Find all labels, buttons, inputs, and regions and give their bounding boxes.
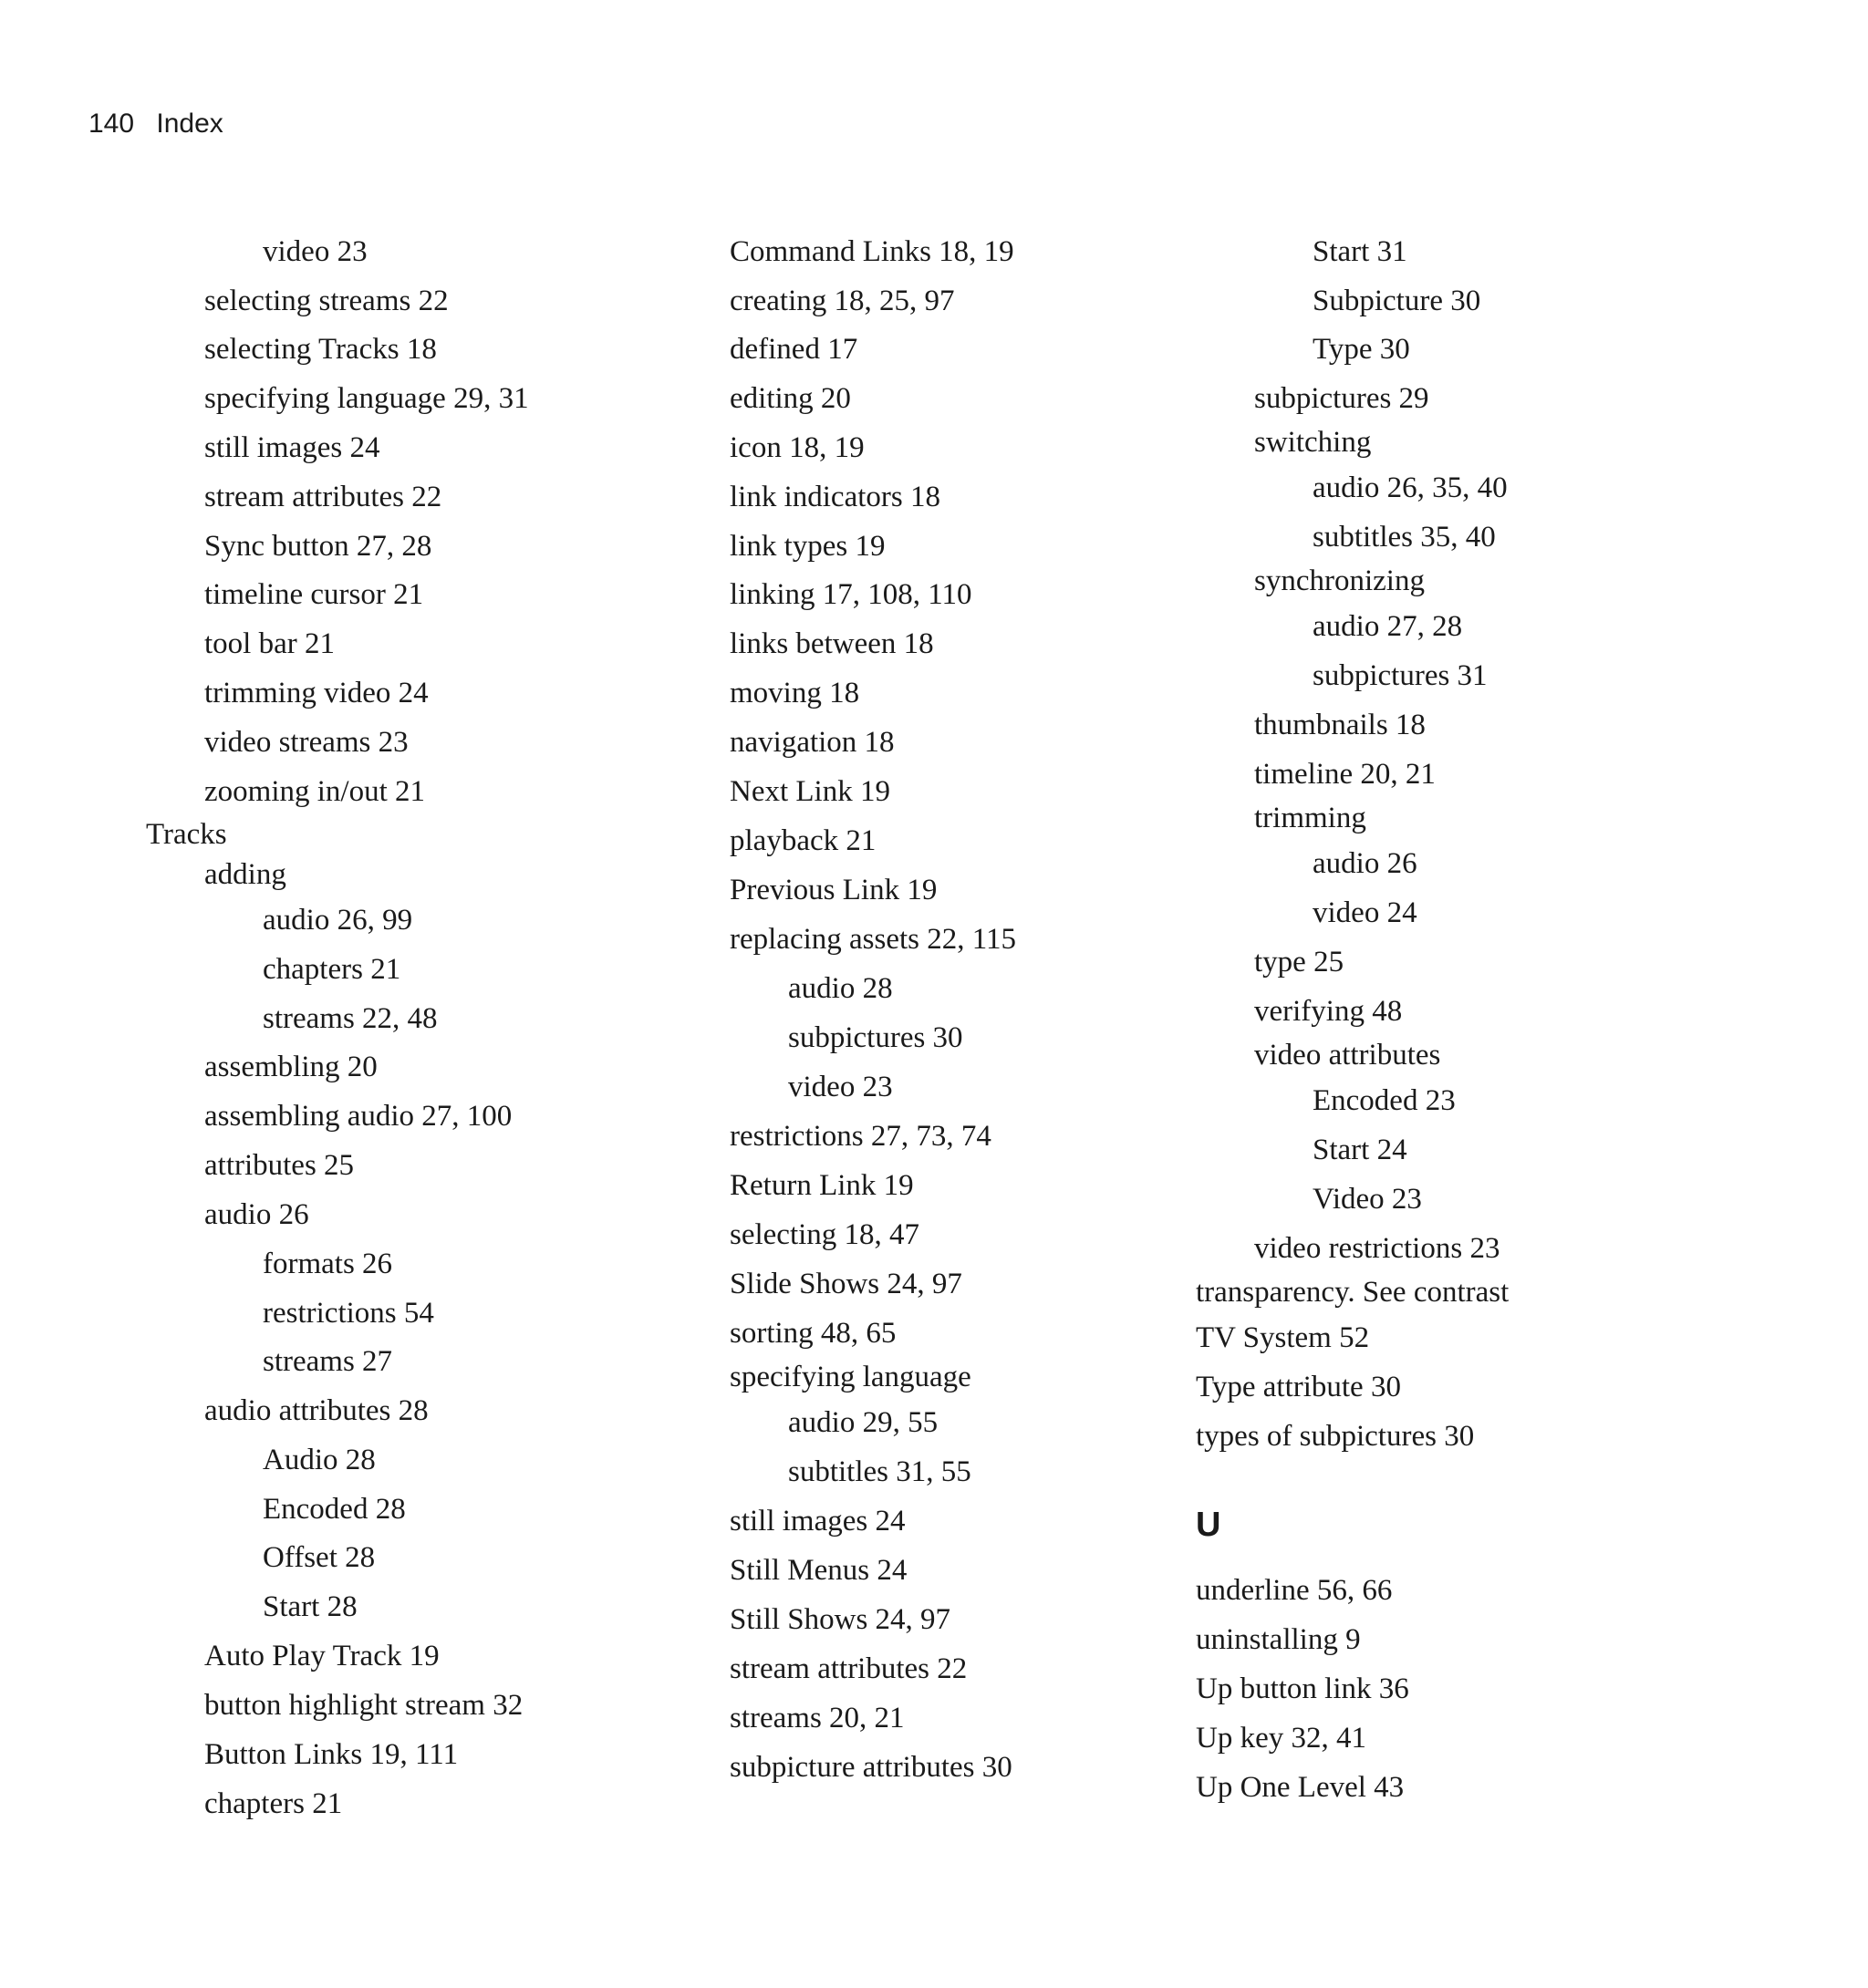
index-subentry: selecting Tracks 18 xyxy=(204,333,437,366)
index-subentry: audio 26 xyxy=(204,1198,309,1231)
index-subentry: Sync button 27, 28 xyxy=(204,530,432,563)
index-subentry: switching xyxy=(1254,426,1372,459)
index-entry: link indicators 18 xyxy=(730,481,940,513)
index-subentry: specifying language 29, 31 xyxy=(204,382,529,415)
index-subentry: Auto Play Track 19 xyxy=(204,1640,440,1672)
index-entry: Type attribute 30 xyxy=(1196,1371,1401,1403)
index-subentry: attributes 25 xyxy=(204,1149,355,1182)
index-entry: transparency. See contrast xyxy=(1196,1276,1510,1309)
index-entry: Tracks xyxy=(146,818,227,851)
index-subentry: audio 28 xyxy=(788,972,893,1005)
index-subsubentry: audio 26 xyxy=(1313,847,1417,880)
index-entry: links between 18 xyxy=(730,627,934,660)
index-subentry: video 23 xyxy=(788,1071,893,1103)
index-subsubentry: Encoded 28 xyxy=(263,1493,406,1526)
index-entry: navigation 18 xyxy=(730,726,895,759)
index-subentry: video streams 23 xyxy=(204,726,409,759)
index-entry: link types 19 xyxy=(730,530,886,563)
index-subentry: Button Links 19, 111 xyxy=(204,1738,459,1771)
index-entry: Up One Level 43 xyxy=(1196,1771,1405,1804)
index-subsubentry: Start 28 xyxy=(263,1590,358,1623)
index-subsubentry: audio 26, 99 xyxy=(263,904,413,937)
index-subentry: zooming in/out 21 xyxy=(204,775,425,808)
index-entry: creating 18, 25, 97 xyxy=(730,285,955,317)
index-subentry: assembling 20 xyxy=(204,1051,378,1083)
index-subsubentry: formats 26 xyxy=(263,1248,393,1280)
index-subentry: timeline 20, 21 xyxy=(1254,758,1436,791)
index-subentry: tool bar 21 xyxy=(204,627,335,660)
index-subentry: timeline cursor 21 xyxy=(204,578,424,611)
index-entry: Still Shows 24, 97 xyxy=(730,1603,951,1636)
index-subsubentry: audio 26, 35, 40 xyxy=(1313,471,1508,504)
index-subsubentry: subpictures 31 xyxy=(1313,659,1488,692)
index-subentry: verifying 48 xyxy=(1254,995,1403,1028)
index-entry: playback 21 xyxy=(730,824,877,857)
index-entry: streams 20, 21 xyxy=(730,1702,905,1734)
index-entry: sorting 48, 65 xyxy=(730,1317,897,1350)
index-entry: uninstalling 9 xyxy=(1196,1623,1361,1656)
index-subsubentry: Video 23 xyxy=(1313,1183,1422,1216)
index-entry: restrictions 27, 73, 74 xyxy=(730,1120,991,1153)
index-subentry: thumbnails 18 xyxy=(1254,709,1426,741)
index-entry: editing 20 xyxy=(730,382,851,415)
index-subentry: subpictures 29 xyxy=(1254,382,1429,415)
index-entry: types of subpictures 30 xyxy=(1196,1420,1475,1453)
index-entry: selecting 18, 47 xyxy=(730,1218,920,1251)
index-subsubentry: restrictions 54 xyxy=(263,1297,434,1330)
index-subentry: stream attributes 22 xyxy=(204,481,442,513)
index-subsubentry: Type 30 xyxy=(1313,333,1410,366)
index-subentry: synchronizing xyxy=(1254,564,1425,597)
index-subsubentry: Subpicture 30 xyxy=(1313,285,1481,317)
index-entry: TV System 52 xyxy=(1196,1321,1370,1354)
index-subsubentry: Start 24 xyxy=(1313,1134,1407,1166)
index-entry: Command Links 18, 19 xyxy=(730,235,1014,268)
index-subentry: still images 24 xyxy=(204,431,380,464)
index-entry: Next Link 19 xyxy=(730,775,890,808)
index-subentry: subtitles 31, 55 xyxy=(788,1455,971,1488)
running-head-title: Index xyxy=(156,109,223,139)
index-entry: specifying language xyxy=(730,1361,971,1393)
index-subentry: adding xyxy=(204,858,286,891)
index-subsubentry: streams 22, 48 xyxy=(263,1002,438,1035)
index-entry: defined 17 xyxy=(730,333,858,366)
index-entry: linking 17, 108, 110 xyxy=(730,578,972,611)
index-entry: icon 18, 19 xyxy=(730,431,865,464)
index-entry: Up button link 36 xyxy=(1196,1672,1409,1705)
index-entry: still images 24 xyxy=(730,1505,906,1538)
index-subentry: audio attributes 28 xyxy=(204,1394,429,1427)
section-letter-heading: U xyxy=(1196,1506,1221,1544)
page-header xyxy=(88,106,223,142)
index-subsubentry: video 24 xyxy=(1313,896,1417,929)
index-entry: subpicture attributes 30 xyxy=(730,1751,1012,1784)
index-subsubentry: Encoded 23 xyxy=(1313,1084,1456,1117)
index-entry: Up key 32, 41 xyxy=(1196,1722,1366,1755)
index-subentry: trimming xyxy=(1254,802,1366,834)
index-subentry: subpictures 30 xyxy=(788,1021,963,1054)
index-entry: Previous Link 19 xyxy=(730,874,938,906)
index-subentry: button highlight stream 32 xyxy=(204,1689,524,1722)
index-subentry: type 25 xyxy=(1254,946,1344,978)
index-entry: moving 18 xyxy=(730,677,860,709)
index-subsubentry: video 23 xyxy=(263,235,368,268)
page-number: 140 xyxy=(88,109,135,139)
index-subsubentry: chapters 21 xyxy=(263,953,401,986)
index-subentry: selecting streams 22 xyxy=(204,285,449,317)
index-subsubentry: audio 27, 28 xyxy=(1313,610,1463,643)
index-subentry: trimming video 24 xyxy=(204,677,429,709)
index-subentry: video attributes xyxy=(1254,1039,1441,1072)
index-subentry: chapters 21 xyxy=(204,1787,343,1820)
index-entry: Still Menus 24 xyxy=(730,1554,908,1587)
index-entry: replacing assets 22, 115 xyxy=(730,923,1017,956)
index-subsubentry: Audio 28 xyxy=(263,1444,376,1476)
index-entry: underline 56, 66 xyxy=(1196,1574,1393,1607)
index-subsubentry: Offset 28 xyxy=(263,1541,376,1574)
index-subsubentry: Start 31 xyxy=(1313,235,1407,268)
index-entry: Slide Shows 24, 97 xyxy=(730,1268,962,1300)
index-subentry: video restrictions 23 xyxy=(1254,1232,1500,1265)
index-entry: stream attributes 22 xyxy=(730,1652,968,1685)
index-subentry: assembling audio 27, 100 xyxy=(204,1100,513,1133)
index-subsubentry: subtitles 35, 40 xyxy=(1313,521,1496,554)
index-entry: Return Link 19 xyxy=(730,1169,914,1202)
index-subentry: audio 29, 55 xyxy=(788,1406,939,1439)
index-subsubentry: streams 27 xyxy=(263,1345,393,1378)
